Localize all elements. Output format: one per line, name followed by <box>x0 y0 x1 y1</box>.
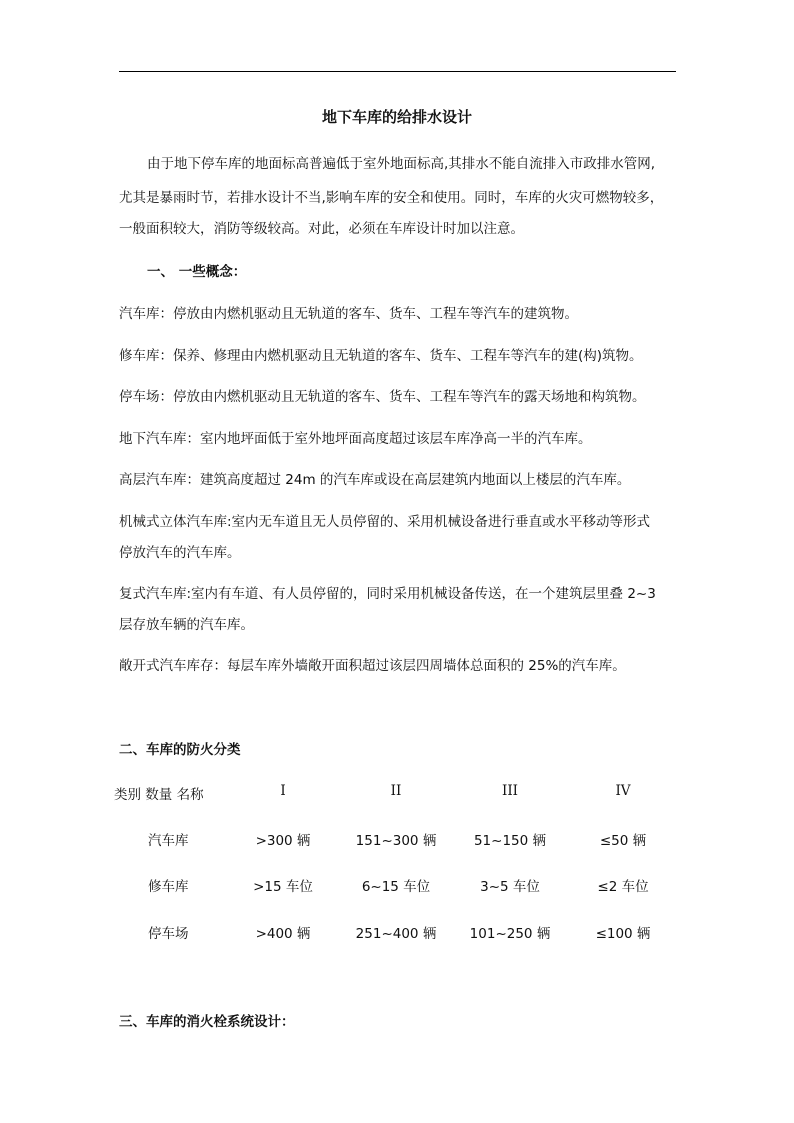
table-header-class-4: IV <box>615 783 631 799</box>
concept-parking-lot: 停车场：停放由内燃机驱动且无轨道的客车、货车、工程车等汽车的露天场地和构筑物。 <box>119 389 646 405</box>
concept-underground-garage: 地下汽车库：室内地坪面低于室外地坪面高度超过该层车库净高一半的汽车库。 <box>119 431 592 447</box>
intro-line-2: 尤其是暴雨时节，若排水设计不当,影响车库的安全和使用。同时，车库的火灾可燃物较多， <box>119 190 664 206</box>
section-heading-3: 三、车库的消火栓系统设计： <box>119 1014 295 1030</box>
table-cell: 6~15 车位 <box>361 879 431 895</box>
table-cell: ≤50 辆 <box>599 833 647 849</box>
table-cell: >300 辆 <box>255 833 311 849</box>
concept-car-garage: 汽车库：停放由内燃机驱动且无轨道的客车、货车、工程车等汽车的建筑物。 <box>119 306 578 322</box>
table-cell: >15 车位 <box>253 879 313 895</box>
table-cell: 51~150 辆 <box>473 833 547 849</box>
table-cell: >400 辆 <box>255 926 311 942</box>
table-cell: ≤2 车位 <box>597 879 649 895</box>
doc-title: 地下车库的给排水设计 <box>321 108 472 126</box>
section-heading-1: 一、 一些概念： <box>147 264 247 280</box>
concept-highrise-garage: 高层汽车库：建筑高度超过 24m 的汽车库或设在高层建筑内地面以上楼层的汽车库。 <box>119 472 631 488</box>
concept-mechanical-garage-1: 机械式立体汽车库:室内无车道且无人员停留的、采用机械设备进行垂直或水平移动等形式 <box>119 514 651 530</box>
header-rule <box>119 71 676 72</box>
table-header-class-1: I <box>280 783 286 799</box>
intro-line-1: 由于地下停车库的地面标高普遍低于室外地面标高,其排水不能自流排入市政排水管网, <box>147 156 656 172</box>
table-cell: 251~400 辆 <box>355 926 437 942</box>
table-cell: 101~250 辆 <box>469 926 551 942</box>
table-cell-name: 汽车库 <box>148 833 189 849</box>
intro-line-3: 一般面积较大，消防等级较高。对此，必须在车库设计时加以注意。 <box>119 221 524 237</box>
table-header-class-2: II <box>390 783 402 799</box>
concept-open-garage: 敞开式汽车库存：每层车库外墙敞开面积超过该层四周墙体总面积的 25%的汽车库。 <box>119 658 626 674</box>
section-heading-2: 二、车库的防火分类 <box>119 742 241 758</box>
table-header-label: 类别 数量 名称 <box>114 787 204 803</box>
concept-repair-garage: 修车库：保养、修理由内燃机驱动且无轨道的客车、货车、工程车等汽车的建(构)筑物。 <box>119 348 643 364</box>
table-cell: ≤100 辆 <box>595 926 651 942</box>
concept-duplex-garage-2: 层存放车辆的汽车库。 <box>119 617 254 633</box>
concept-duplex-garage-1: 复式汽车库:室内有车道、有人员停留的，同时采用机械设备传送，在一个建筑层里叠 2~3 <box>119 586 656 602</box>
table-cell: 3~5 车位 <box>480 879 540 895</box>
table-cell-name: 修车库 <box>148 879 189 895</box>
table-cell: 151~300 辆 <box>355 833 437 849</box>
table-cell-name: 停车场 <box>148 926 189 942</box>
table-header-class-3: III <box>502 783 518 799</box>
concept-mechanical-garage-2: 停放汽车的汽车库。 <box>119 545 241 561</box>
